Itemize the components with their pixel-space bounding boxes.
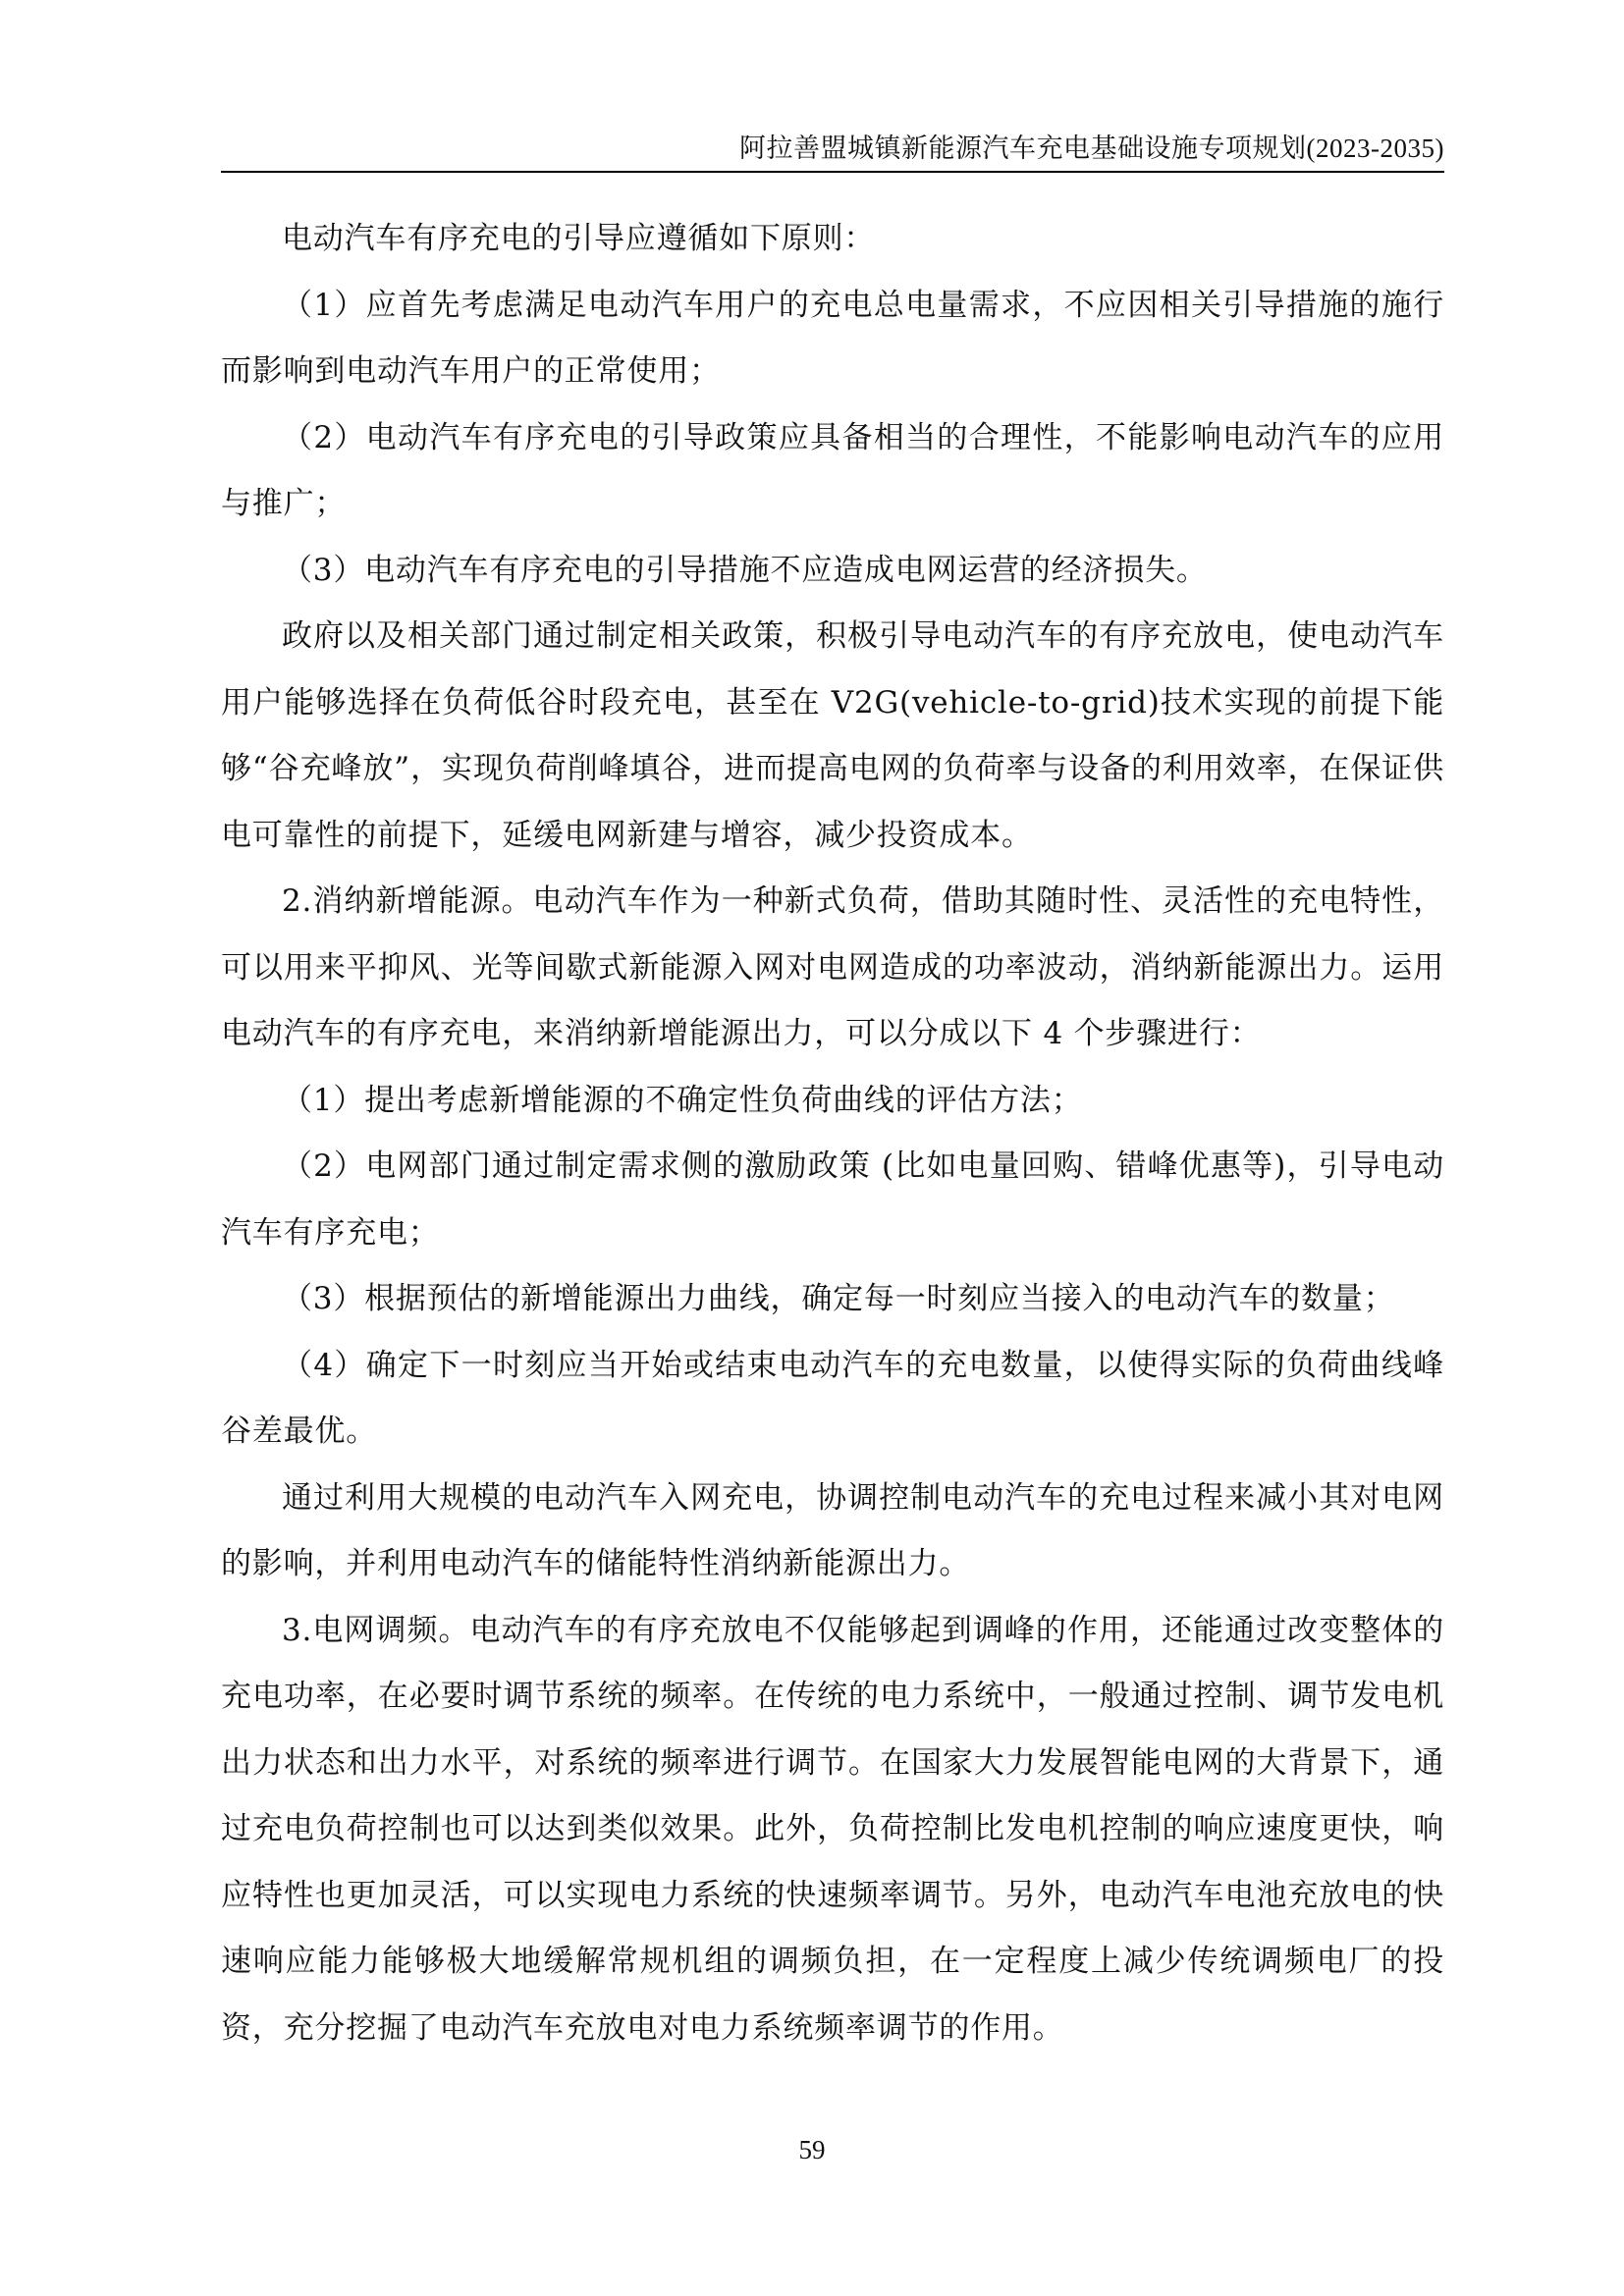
paragraph-step-3: （3）根据预估的新增能源出力曲线，确定每一时刻应当接入的电动汽车的数量；	[282, 1281, 1395, 1316]
paragraph-step-4: （4）确定下一时刻应当开始或结束电动汽车的充电数量，以使得实际的负荷曲线峰谷差最优。	[221, 1347, 1444, 1449]
paragraph-government-policy: 政府以及相关部门通过制定相关政策，积极引导电动汽车的有序充放电，使电动汽车用户能够选择在负荷低谷时段充电，甚至在 V2G(vehicle-to-grid)技术实现的前提下能够“谷充峰放”，实现负荷削峰填谷，进而提高电网的负荷率与设备的利用效率，在保证供电可靠性的前提下，延缓电网新建与增容，减少投资成本。	[221, 618, 1444, 853]
paragraph-principle-2: （2）电动汽车有序充电的引导政策应具备相当的合理性，不能影响电动汽车的应用与推广；	[221, 419, 1444, 521]
paragraph-step-2: （2）电网部门通过制定需求侧的激励政策 (比如电量回购、错峰优惠等)，引导电动汽车有序充电；	[221, 1148, 1444, 1251]
body-text	[221, 206, 1444, 2061]
paragraph-section-2-summary: 通过利用大规模的电动汽车入网充电，协调控制电动汽车的充电过程来减小其对电网的影响，并利用电动汽车的储能特性消纳新能源出力。	[221, 1479, 1444, 1581]
paragraph-principles-intro: 电动汽车有序充电的引导应遵循如下原则：	[282, 221, 876, 256]
paragraph-section-3: 3.电网调频。电动汽车的有序充放电不仅能够起到调峰的作用，还能通过改变整体的充电功率，在必要时调节系统的频率。在传统的电力系统中，一般通过控制、调节发电机出力状态和出力水平，对系统的频率进行调节。在国家大力发展智能电网的大背景下，通过充电负荷控制也可以达到类似效果。此外，负荷控制比发电机控制的响应速度更快，响应特性也更加灵活，可以实现电力系统的快速频率调节。另外，电动汽车电池充放电的快速响应能力能够极大地缓解常规机组的调频负担，在一定程度上减少传统调频电厂的投资，充分挖掘了电动汽车充放电对电力系统频率调节的作用。	[221, 1612, 1444, 2046]
running-header: 阿拉善盟城镇新能源汽车充电基础设施专项规划(2023-2035)	[739, 133, 1444, 163]
paragraph-principle-3: （3）电动汽车有序充电的引导措施不应造成电网运营的经济损失。	[282, 552, 1208, 588]
header-divider	[221, 171, 1444, 173]
page-number: 59	[798, 2135, 826, 2164]
paragraph-step-1: （1）提出考虑新增能源的不确定性负荷曲线的评估方法；	[282, 1082, 1083, 1118]
paragraph-section-2: 2.消纳新增能源。电动汽车作为一种新式负荷，借助其随时性、灵活性的充电特性，可以用来平抑风、光等间歇式新能源入网对电网造成的功率波动，消纳新能源出力。运用电动汽车的有序充电，来消纳新增能源出力，可以分成以下 4 个步骤进行：	[221, 883, 1444, 1051]
paragraph-principle-1: （1）应首先考虑满足电动汽车用户的充电总电量需求，不应因相关引导措施的施行而影响到电动汽车用户的正常使用；	[221, 287, 1444, 389]
